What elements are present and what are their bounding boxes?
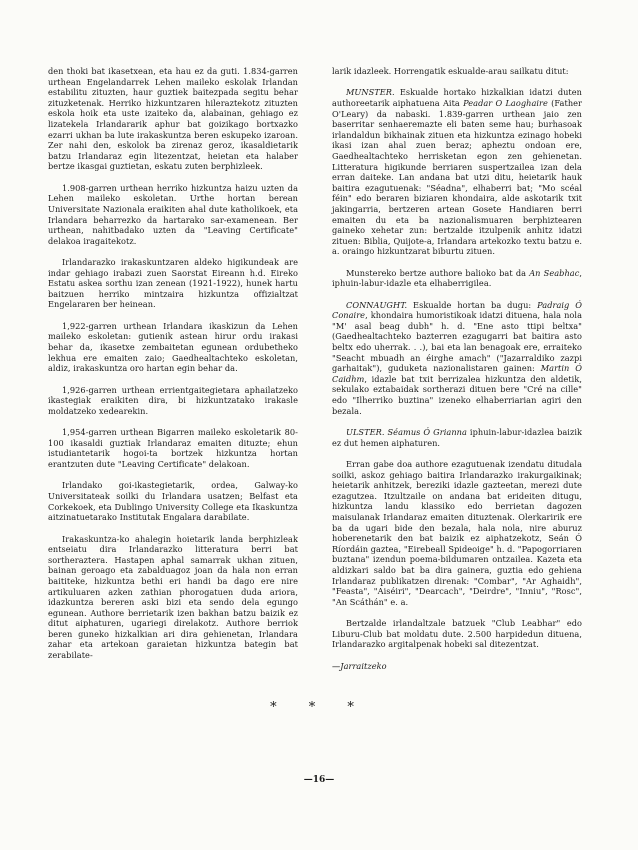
munster-author: Peadar O Laoghaire — [463, 97, 548, 108]
munster-text-a: Eskualde hortako hizkalkian idatzi duten authoreetarik aiphatuena Aita — [332, 87, 582, 108]
region-label-connaught: CONNAUGHT. — [346, 299, 408, 310]
paragraph-closing: Erran gabe doa authore ezagutuenak izendatu ditudala soilki, askoz gehiago baitira Irlandarazko irakurgaikinak; heietarik anhitzek, bereziki idazle gazteetan, merezi dute ezagutzea. Itzultzaile on andana bat erideiten ditugu, hizkuntza landu klassiko edo berrietan dagozen maisulanak Irlandaraz emaiten dituztenak. Olerkaririk ere ba da ugari bide den bezala, hala nola, nire aburuz hoberenetarik den bat baizik ez aiphatzekotz, Seán Ó Ríordáin gaztea, "Eirebeall Spideoige" h. d. "Papogorriaren buztana" izendun poema-bildumaren ontzailea. Kazeta eta aldizkari saldo bat ba dira gainera, guztia edo gehiena Irlandaraz publikatzen direnak: "Combar", "Ar Aghaidh", "Feasta", "Aiséiri", "Dearcach", "Deirdre", "Inniu", "Rosc", "An Scáthán" e. a. — [332, 458, 582, 607]
paragraph-literature: Irakaskuntza-ko ahalegin hoietarik landa berphizleak entseiatu dira Irlandarazko litteratura berri bat sortheraztera. Hastapen aphal samarrak ukhan zituen, bainan geroago eta zabalduagoz joan da hala non erran baititeke, hizkuntza bethi eri handi ba dago ere nire artikuluaren azken zathian phorogatuen duda ariora, idazkuntza bereren aski bizi eta sendo dela egungo egunean. Authore berrietarik izen bakhan batzu baizik ez ditut aiphaturen, ugariegi direlakotz. Authore berriok beren guneko hizkalkian ari dira gehienetan, Irlandara zahar eta artekoan garaietan hizkuntza bategin bat zerabilate- — [48, 533, 298, 661]
connaught-text-c: , idazle bat txit berrizalea hizkuntza den aldetik, sekulako eztabaidak sortherazi dituen bere "Cré na cille" edo "Ilherriko buztina" izeneko elhaberriarian agiri den bezala. — [332, 373, 582, 416]
munster-more-b: , iphuin-labur-idazle eta elhaberrigilea. — [332, 267, 582, 289]
continuation-signature: —Jarraitzeko — [332, 660, 387, 671]
munster-more-a: Munstereko bertze authore balioko bat da — [346, 267, 530, 278]
munster-text-b: (Father O'Leary) da nabaski. 1.839-garren urthean jaio zen baserritar senhaeremazte eli baten seme hau; burhasoak irlandaldun bikhainak zituen eta hizkuntza ezinago hobeki ikasi izan ahal zuen beraz; apheztu ondoan ere, Gaedhealtachteko herrisketan egon zen gehienetan. Litteratura higikunde berriaren suspertzailea izan dela erran daiteke. Lan andana bat utzi ditu, heietarik hauk baitira ezagutuenak: "Séadna", elhaberri bat; "Mo scéal féin" edo beraren biziaren khondaira, alde askotarik txit jakingarria, bertzeren artean Gosete Handiaren berri emaiten du eta ba nazionalismuaren berphiztearen gaineko xehetar zun: bertzalde itzulpenik anhitz idatzi zituen: Biblia, Quijote-a, Irlandara artekozko textu batzu e. a. oraingo hizkuntzarat biburtu zituen. — [332, 97, 583, 257]
paragraph-universities: Irlandako goi-ikastegietarik, ordea, Galway-ko Universitateak soilki du Irlandara usatzen; Belfast eta Corkekoek, eta Dublingo University College eta Ikaskuntza aitzinatuetarako Institutak Engalara darabilate. — [48, 480, 298, 523]
paragraph-irish-state: Irlandarazko irakaskuntzaren aldeko higikundeak are indar gehiago irabazi zuen Saorstat Eireann h.d. Eireko Estatu askea sorthu izan zenean (1921-1922), hunek hartu baitzuen herriko mintzaira hizkuntza offizialtzat Engelararen ber heinean. — [48, 257, 298, 310]
section-separator: * * * — [270, 700, 368, 715]
left-column — [48, 66, 298, 661]
page-number: —16— — [303, 775, 335, 785]
region-label-ulster: ULSTER. — [346, 427, 385, 437]
paragraph-intro-end: larik idazleek. Horrengatik eskualde-arau sailkatu ditut: — [332, 66, 569, 76]
paragraph-1922: 1,922-garren urthean Irlandara ikaskizun da Lehen maileko eskoletan: gutienik astean hirur ordu irakasi behar da, ikasetxe zembaitetan egunean ordubetheko lekhua ere emaiten zaio; Gaedhealtachteko eskoletan, aldiz, irakaskuntza oro hartan egin behar da. — [48, 320, 298, 374]
connaught-text-a: Eskualde hortan ba dugu: — [407, 299, 538, 310]
ulster-text: iphuin-labur-idazlea baizik ez dut hemen aiphaturen. — [332, 427, 583, 448]
paragraph-munster-more — [332, 268, 582, 289]
connaught-text-b: , khondaira humoristikoak idatzi dituena, hala nola "M' asal beag dubh" h. d. "Ene asto ttipi beltxa" (Gaedhealtachteko bazterren ezagugarri bat baitira asto beltx edo uherrak. . .), bai eta lan benagoak ere, erraiteko "Seacht mbuadh an éirghe amach" ("Jazarraldiko zazpi garhaitak"), guduketa nazionalistaren gainen: — [332, 310, 582, 374]
ulster-author: Séamus Ó Grianna — [384, 427, 467, 437]
paragraph-1908: 1.908-garren urthean herriko hizkuntza haizu uzten da Lehen maileko eskoletan. Urthe hortan berean Universitate Nazionala eraikiten ahal dute katholikoek, eta Irlandara beharrezko da hartarako sar-examenean. Ber urthean, nahitbadako uzten da "Leaving Certificate" delakoa iragaitekotz. — [48, 182, 298, 246]
paragraph-1926: 1,926-garren urthean errientgaitegietara aphailatzeko ikastegiak eraikiten dira, bi hizkuntzatako irakasle moldatzeko xedearekin. — [48, 384, 298, 416]
paragraph-final: Bertzalde irlandaltzale batzuek "Club Leabhar" edo Liburu-Club bat moldatu dute. 2.500 harpidedun dituena, Irlandarazko argitalpenak hobeki sal ditezentzat. — [332, 618, 582, 650]
munster-more-author: An Seabhac — [529, 267, 580, 278]
paragraph-munster — [332, 87, 582, 257]
paragraph-connaught — [332, 300, 582, 417]
right-column — [332, 66, 582, 671]
paragraph-ulster — [332, 427, 582, 448]
region-label-munster: MUNSTER. — [346, 87, 395, 98]
connaught-author-2: Martin Ó Caidhm — [332, 363, 582, 384]
connaught-author: Padraig Ó Conaire — [332, 299, 582, 321]
paragraph-intro-continuation: den thoki bat ikasetxean, eta hau ez da guti. 1.834-garren urthean Engelandarrek Lehen maileko eskolak Irlandan estabilitu zituzten, haur guztiek baitezpada segitu behar zituzketenak. Herriko hizkuntzaren hileraztekotz zituzten eskola hoik eta uste izaiteko da, alabainan, gehiago ez lizatekela Irlandararik aphur bat goizikago bortxazko ezarri ukhan ba lute irakaskuntza beren eskupeko izaroan. Zer nahi den, eskolok ba zirenaz geroz, ikasaldietarik batzu Irlandaraz egin litezentzat, heietan eta halaber bertze ikasgai guztietan, eskatu zuten berphizleek. — [48, 66, 298, 172]
paragraph-1954: 1,954-garren urthean Bigarren maileko eskoletarik 80-100 ikasaldi guztiak Irlandaraz emaiten dituzte; ehun istudiantetarik hogoi-ta bortzek hizkuntza hortan erantzuten dute "Leaving Certificate" delakoan. — [48, 427, 298, 469]
